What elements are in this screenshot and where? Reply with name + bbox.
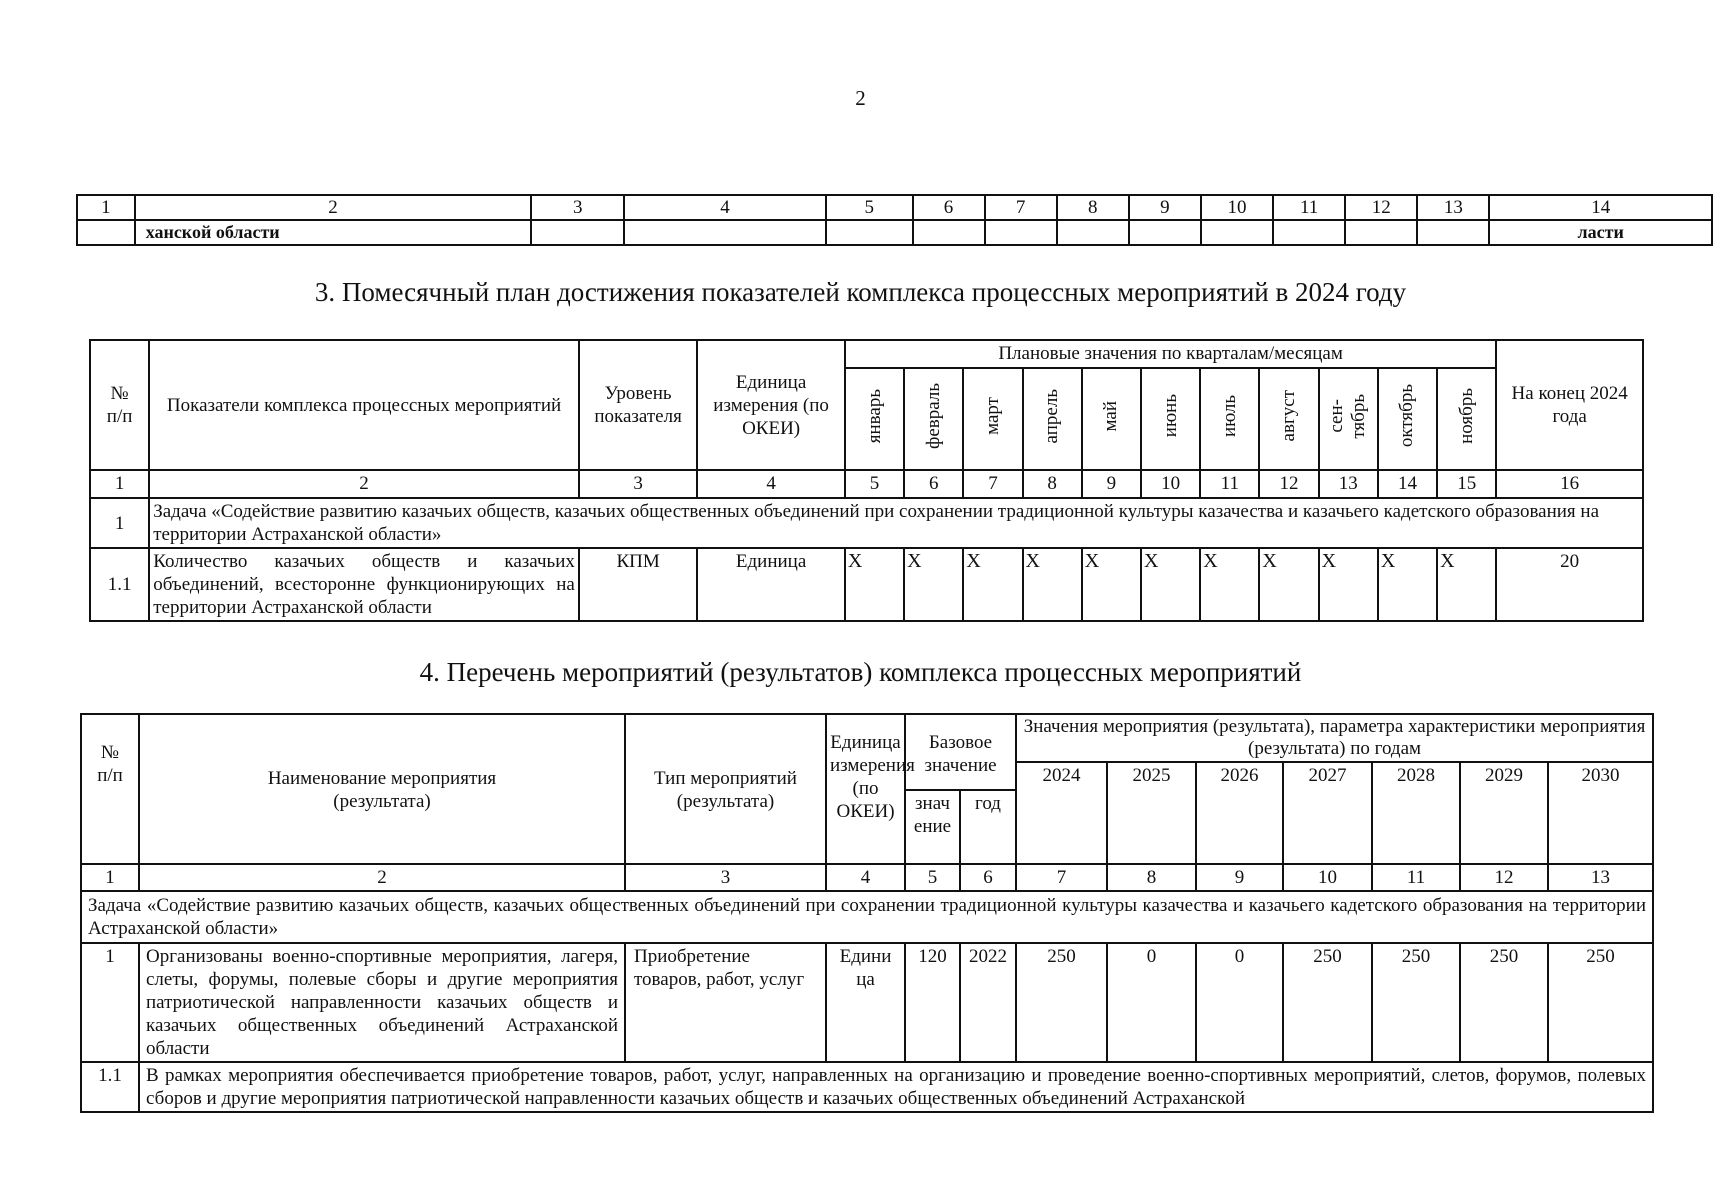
header-base-value: значение [905, 790, 960, 864]
col-number: 13 [1548, 864, 1653, 891]
month-mark: X [1319, 548, 1378, 621]
task-row [81, 891, 1653, 943]
activities-table [80, 713, 1654, 1113]
cell: 13 [1417, 195, 1489, 220]
month-header: ноябрь [1437, 368, 1496, 470]
cell [624, 220, 826, 245]
col-number: 9 [1082, 470, 1141, 498]
cell: 4 [624, 195, 826, 220]
year-value: 0 [1196, 943, 1283, 1062]
col-number: 15 [1437, 470, 1496, 498]
monthly-plan-table [89, 339, 1644, 622]
col-number: 4 [697, 470, 845, 498]
cell [1057, 220, 1129, 245]
header-level: Уровень показателя [579, 340, 697, 470]
col-number: 16 [1496, 470, 1643, 498]
month-mark: X [1437, 548, 1496, 621]
page-number: 2 [855, 86, 866, 110]
activity-name: Организованы военно-спортивные мероприятия, лагеря, слеты, форумы, полевые сборы и другие мероприятия патриотической направленности казачьих обществ и казачьих общественных объединений Астраханской области [139, 943, 625, 1062]
month-header: октябрь [1378, 368, 1437, 470]
col-number: 12 [1460, 864, 1548, 891]
activity-description: В рамках мероприятия обеспечивается приобретение товаров, работ, услуг, направленных на организацию и проведение военно-спортивных мероприятий, слетов, форумов, полевых сборов и другие мероприятия патриотической направленности казачьих обществ и казачьих общественных объединений Астраханской [139, 1062, 1653, 1112]
cell: 8 [1057, 195, 1129, 220]
cell [1201, 220, 1273, 245]
task-row [90, 498, 1643, 548]
section-4-title: 4. Перечень мероприятий (результатов) комплекса процессных мероприятий [419, 657, 1302, 687]
cell: 5 [826, 195, 913, 220]
col-number: 2 [149, 470, 579, 498]
row-number: 1 [81, 943, 139, 1062]
header-num: № п/п [90, 340, 149, 470]
month-mark: X [1378, 548, 1437, 621]
header-row-1 [81, 714, 1653, 762]
task-text: Задача «Содействие развитию казачьих обществ, казачьих общественных объединений при сохранении традиционной культуры казачества и казачьего кадетского образования на территории Астраханской области» [81, 891, 1653, 943]
cell [826, 220, 913, 245]
cell [1417, 220, 1489, 245]
header-num: № п/п [81, 714, 139, 864]
row-number: 1.1 [90, 548, 149, 621]
year-value: 250 [1372, 943, 1460, 1062]
activity-row [81, 943, 1653, 1062]
cell: 12 [1345, 195, 1417, 220]
col-number: 11 [1372, 864, 1460, 891]
top-table-data-row [77, 220, 1712, 245]
header-values: Значения мероприятия (результата), параметра характеристики мероприятия (результата) по годам [1016, 714, 1653, 762]
cell [913, 220, 985, 245]
top-table-header-row [77, 195, 1712, 220]
col-number: 9 [1196, 864, 1283, 891]
activity-description-row [81, 1062, 1653, 1112]
header-indicator: Показатели комплекса процессных мероприятий [149, 340, 579, 470]
month-mark: X [1023, 548, 1082, 621]
month-mark: X [1259, 548, 1318, 621]
month-header: август [1259, 368, 1318, 470]
section-3-title: 3. Помесячный план достижения показателей комплекса процессных мероприятий в 2024 году [314, 277, 1407, 307]
cell [1345, 220, 1417, 245]
col-number: 7 [963, 470, 1022, 498]
header-base: Базовое значение [905, 714, 1016, 790]
cell [77, 220, 135, 245]
col-number: 2 [139, 864, 625, 891]
col-number: 10 [1141, 470, 1200, 498]
year-value: 250 [1460, 943, 1548, 1062]
col-number: 12 [1259, 470, 1318, 498]
cell: 1 [77, 195, 135, 220]
cell: 7 [985, 195, 1057, 220]
cell: 14 [1489, 195, 1712, 220]
month-mark: X [904, 548, 963, 621]
col-number: 10 [1283, 864, 1372, 891]
activity-type: Приобретение товаров, работ, услуг [625, 943, 826, 1062]
col-number: 5 [845, 470, 904, 498]
col-number: 1 [81, 864, 139, 891]
base-year: 2022 [960, 943, 1016, 1062]
col-number: 3 [625, 864, 826, 891]
col-number: 6 [904, 470, 963, 498]
year-header: 2030 [1548, 762, 1653, 864]
year-header: 2024 [1016, 762, 1107, 864]
column-numbers-row [81, 864, 1653, 891]
header-unit: Единица измерения (по ОКЕИ) [697, 340, 845, 470]
year-header: 2027 [1283, 762, 1372, 864]
col-number: 7 [1016, 864, 1107, 891]
activity-unit: Единица [826, 943, 905, 1062]
month-mark: X [1141, 548, 1200, 621]
indicator-unit: Единица [697, 548, 845, 621]
year-header: 2025 [1107, 762, 1196, 864]
year-value: 250 [1016, 943, 1107, 1062]
header-plan: Плановые значения по кварталам/месяцам [845, 340, 1496, 368]
header-row [90, 340, 1643, 368]
month-mark: X [1200, 548, 1259, 621]
indicator-level: КПМ [579, 548, 697, 621]
year-header: 2026 [1196, 762, 1283, 864]
cell [531, 220, 624, 245]
header-name: Наименование мероприятия (результата) [139, 714, 625, 864]
year-header: 2028 [1372, 762, 1460, 864]
header-unit: Единица измерения (по ОКЕИ) [826, 714, 905, 864]
column-numbers-row [90, 470, 1643, 498]
cell: 6 [913, 195, 985, 220]
header-end: На конец 2024 года [1496, 340, 1643, 470]
col-number: 6 [960, 864, 1016, 891]
indicator-row [90, 548, 1643, 621]
col-number: 8 [1107, 864, 1196, 891]
month-mark: X [1082, 548, 1141, 621]
year-value: 0 [1107, 943, 1196, 1062]
col-number: 3 [579, 470, 697, 498]
month-header: апрель [1023, 368, 1082, 470]
month-header: январь [845, 368, 904, 470]
cell: 9 [1129, 195, 1201, 220]
year-value: 250 [1283, 943, 1372, 1062]
cell: 10 [1201, 195, 1273, 220]
cell: ханской области [135, 220, 532, 245]
cell: 11 [1273, 195, 1345, 220]
header-type: Тип мероприятий (результата) [625, 714, 826, 864]
col-number: 4 [826, 864, 905, 891]
col-number: 11 [1200, 470, 1259, 498]
month-mark: X [963, 548, 1022, 621]
month-header: февраль [904, 368, 963, 470]
col-number: 14 [1378, 470, 1437, 498]
month-header: май [1082, 368, 1141, 470]
month-header: март [963, 368, 1022, 470]
top-continuation-table [76, 194, 1713, 246]
end-value: 20 [1496, 548, 1643, 621]
month-header: июнь [1141, 368, 1200, 470]
year-header: 2029 [1460, 762, 1548, 864]
header-base-year: год [960, 790, 1016, 864]
col-number: 13 [1319, 470, 1378, 498]
base-value: 120 [905, 943, 960, 1062]
cell: 2 [135, 195, 532, 220]
cell [1129, 220, 1201, 245]
task-text: Задача «Содействие развитию казачьих обществ, казачьих общественных объединений при сохранении традиционной культуры казачества и казачьего кадетского образования на территории Астраханской области» [149, 498, 1643, 548]
month-header: июль [1200, 368, 1259, 470]
row-number: 1.1 [81, 1062, 139, 1112]
cell [985, 220, 1057, 245]
col-number: 8 [1023, 470, 1082, 498]
col-number: 5 [905, 864, 960, 891]
year-value: 250 [1548, 943, 1653, 1062]
col-number: 1 [90, 470, 149, 498]
cell: 3 [531, 195, 624, 220]
cell: ласти [1489, 220, 1712, 245]
month-mark: X [845, 548, 904, 621]
indicator-name: Количество казачьих обществ и казачьих объединений, всесторонне функционирующих на территории Астраханской области [149, 548, 579, 621]
task-number: 1 [90, 498, 149, 548]
month-header: сен- тябрь [1319, 368, 1378, 470]
cell [1273, 220, 1345, 245]
